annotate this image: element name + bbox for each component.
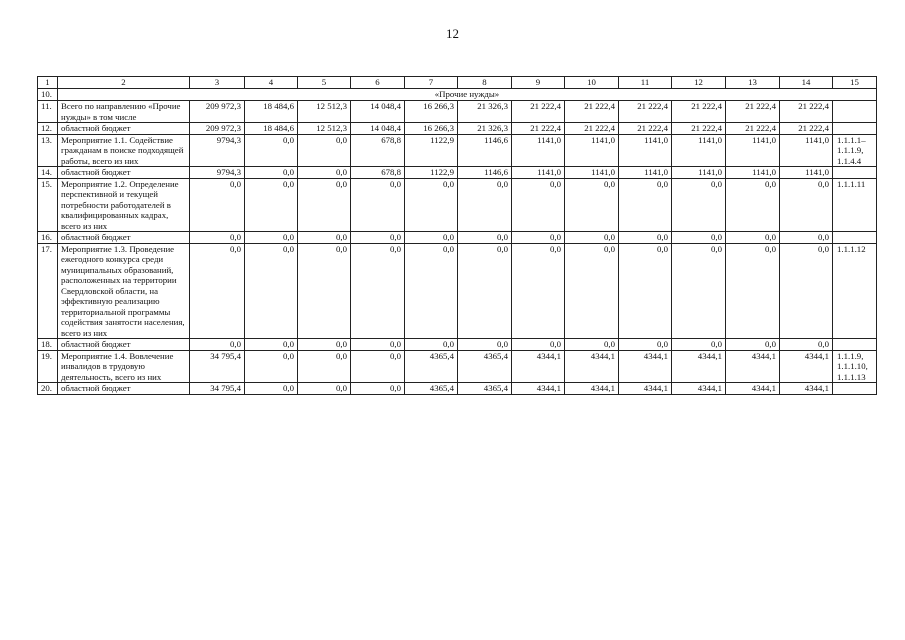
table-row xyxy=(38,167,877,179)
value-cell: 0,0 xyxy=(190,339,245,351)
value-cell: 12 512,3 xyxy=(298,123,351,135)
column-number-cell: 1 xyxy=(38,77,58,89)
value-cell: 0,0 xyxy=(405,243,458,339)
column-number-cell: 15 xyxy=(833,77,877,89)
value-cell: 21 222,4 xyxy=(726,123,780,135)
value-cell: 21 222,4 xyxy=(672,123,726,135)
value-cell: 0,0 xyxy=(245,134,298,167)
target-reference: 1.1.1.11 xyxy=(833,178,877,232)
column-number-cell: 8 xyxy=(458,77,512,89)
target-reference: 1.1.1.12 xyxy=(833,243,877,339)
value-cell: 21 222,4 xyxy=(512,123,565,135)
target-reference xyxy=(833,167,877,179)
value-cell: 0,0 xyxy=(190,178,245,232)
target-reference xyxy=(833,232,877,244)
value-cell: 4344,1 xyxy=(619,350,672,383)
value-cell: 1122,9 xyxy=(405,134,458,167)
value-cell: 21 222,4 xyxy=(565,123,619,135)
column-number-cell: 13 xyxy=(726,77,780,89)
value-cell: 0,0 xyxy=(298,339,351,351)
target-reference: 1.1.1.9, 1.1.1.10, 1.1.1.13 xyxy=(833,350,877,383)
value-cell: 1141,0 xyxy=(726,167,780,179)
value-cell: 12 512,3 xyxy=(298,101,351,123)
row-name: Мероприятие 1.4. Вовлечение инвалидов в трудовую деятельность, всего из них xyxy=(58,350,190,383)
value-cell: 1141,0 xyxy=(619,167,672,179)
row-number: 19. xyxy=(38,350,58,383)
column-number-cell: 2 xyxy=(58,77,190,89)
value-cell: 21 222,4 xyxy=(619,123,672,135)
value-cell: 1141,0 xyxy=(512,134,565,167)
value-cell: 0,0 xyxy=(298,232,351,244)
value-cell: 4344,1 xyxy=(780,383,833,395)
table-row xyxy=(38,243,877,339)
table-row xyxy=(38,101,877,123)
column-number-cell: 6 xyxy=(351,77,405,89)
value-cell: 678,8 xyxy=(351,167,405,179)
value-cell: 14 048,4 xyxy=(351,101,405,123)
value-cell: 0,0 xyxy=(672,339,726,351)
value-cell: 209 972,3 xyxy=(190,123,245,135)
value-cell: 0,0 xyxy=(405,339,458,351)
value-cell: 1141,0 xyxy=(726,134,780,167)
row-name: Всего по направлению «Прочие нужды» в том числе xyxy=(58,101,190,123)
table-row xyxy=(38,350,877,383)
column-number-row xyxy=(38,77,877,89)
value-cell: 21 222,4 xyxy=(565,101,619,123)
value-cell: 16 266,3 xyxy=(405,101,458,123)
target-reference xyxy=(833,383,877,395)
value-cell: 4365,4 xyxy=(405,383,458,395)
value-cell: 0,0 xyxy=(351,243,405,339)
value-cell: 9794,3 xyxy=(190,134,245,167)
table-row xyxy=(38,339,877,351)
value-cell: 0,0 xyxy=(405,232,458,244)
column-number-cell: 14 xyxy=(780,77,833,89)
row-number: 16. xyxy=(38,232,58,244)
value-cell: 14 048,4 xyxy=(351,123,405,135)
value-cell: 0,0 xyxy=(512,178,565,232)
value-cell: 0,0 xyxy=(619,232,672,244)
value-cell: 0,0 xyxy=(405,178,458,232)
value-cell: 0,0 xyxy=(298,134,351,167)
value-cell: 0,0 xyxy=(565,339,619,351)
value-cell: 1146,6 xyxy=(458,134,512,167)
value-cell: 0,0 xyxy=(351,178,405,232)
row-name: областной бюджет xyxy=(58,339,190,351)
value-cell: 1141,0 xyxy=(780,134,833,167)
value-cell: 0,0 xyxy=(458,232,512,244)
value-cell: 4365,4 xyxy=(405,350,458,383)
value-cell: 0,0 xyxy=(298,167,351,179)
value-cell: 0,0 xyxy=(245,232,298,244)
value-cell: 0,0 xyxy=(351,232,405,244)
value-cell: 0,0 xyxy=(298,350,351,383)
row-number: 17. xyxy=(38,243,58,339)
value-cell: 18 484,6 xyxy=(245,123,298,135)
value-cell: 1141,0 xyxy=(672,167,726,179)
row-name: областной бюджет xyxy=(58,167,190,179)
value-cell: 4344,1 xyxy=(726,350,780,383)
value-cell: 21 222,4 xyxy=(726,101,780,123)
row-name: Мероприятие 1.2. Определение перспективной и текущей потребности работодателей в квалифицированных кадрах, всего из них xyxy=(58,178,190,232)
value-cell: 0,0 xyxy=(298,383,351,395)
value-cell: 0,0 xyxy=(351,350,405,383)
column-number-cell: 3 xyxy=(190,77,245,89)
value-cell: 4344,1 xyxy=(726,383,780,395)
table-row xyxy=(38,232,877,244)
value-cell: 0,0 xyxy=(672,178,726,232)
value-cell: 4344,1 xyxy=(565,350,619,383)
value-cell: 0,0 xyxy=(780,232,833,244)
value-cell: 1141,0 xyxy=(565,134,619,167)
value-cell: 0,0 xyxy=(190,232,245,244)
row-number: 12. xyxy=(38,123,58,135)
row-number: 10. xyxy=(38,89,58,101)
value-cell: 9794,3 xyxy=(190,167,245,179)
column-number-cell: 12 xyxy=(672,77,726,89)
target-reference xyxy=(833,123,877,135)
value-cell: 0,0 xyxy=(512,243,565,339)
value-cell: 0,0 xyxy=(619,339,672,351)
value-cell: 21 326,3 xyxy=(458,123,512,135)
value-cell: 0,0 xyxy=(458,339,512,351)
column-number-cell: 7 xyxy=(405,77,458,89)
value-cell: 1141,0 xyxy=(672,134,726,167)
value-cell: 0,0 xyxy=(245,383,298,395)
column-number-cell: 5 xyxy=(298,77,351,89)
column-number-cell: 10 xyxy=(565,77,619,89)
target-reference xyxy=(833,339,877,351)
value-cell: 0,0 xyxy=(190,243,245,339)
value-cell: 4344,1 xyxy=(512,383,565,395)
target-reference xyxy=(833,101,877,123)
value-cell: 21 222,4 xyxy=(780,123,833,135)
row-name: областной бюджет xyxy=(58,232,190,244)
value-cell: 34 795,4 xyxy=(190,350,245,383)
value-cell: 4365,4 xyxy=(458,350,512,383)
value-cell: 0,0 xyxy=(619,178,672,232)
row-number: 14. xyxy=(38,167,58,179)
table-row xyxy=(38,383,877,395)
value-cell: 1141,0 xyxy=(512,167,565,179)
value-cell: 1122,9 xyxy=(405,167,458,179)
table-row xyxy=(38,178,877,232)
value-cell: 0,0 xyxy=(780,243,833,339)
value-cell: 0,0 xyxy=(726,339,780,351)
value-cell: 0,0 xyxy=(512,232,565,244)
target-reference: 1.1.1.1– 1.1.1.9, 1.1.4.4 xyxy=(833,134,877,167)
value-cell: 21 222,4 xyxy=(780,101,833,123)
value-cell: 21 222,4 xyxy=(619,101,672,123)
value-cell: 0,0 xyxy=(565,243,619,339)
row-number: 18. xyxy=(38,339,58,351)
row-name: Мероприятие 1.1. Содействие гражданам в поиске подходящей работы, всего из них xyxy=(58,134,190,167)
section-title: «Прочие нужды» xyxy=(58,89,877,101)
value-cell: 0,0 xyxy=(245,243,298,339)
value-cell: 0,0 xyxy=(245,350,298,383)
value-cell: 21 222,4 xyxy=(672,101,726,123)
column-number-cell: 9 xyxy=(512,77,565,89)
page-number: 12 xyxy=(446,26,459,41)
value-cell: 21 326,3 xyxy=(458,101,512,123)
column-number-cell: 11 xyxy=(619,77,672,89)
value-cell: 16 266,3 xyxy=(405,123,458,135)
value-cell: 0,0 xyxy=(565,178,619,232)
value-cell: 0,0 xyxy=(726,178,780,232)
value-cell: 4344,1 xyxy=(512,350,565,383)
value-cell: 34 795,4 xyxy=(190,383,245,395)
row-name: Мероприятие 1.3. Проведение ежегодного конкурса среди муниципальных образований, расположенных на территории Свердловской области, на эффективную реализацию территориальной программы содействия занятости населения, всего из них xyxy=(58,243,190,339)
value-cell: 0,0 xyxy=(458,178,512,232)
value-cell: 0,0 xyxy=(780,178,833,232)
value-cell: 1141,0 xyxy=(780,167,833,179)
value-cell: 4344,1 xyxy=(672,383,726,395)
row-number: 11. xyxy=(38,101,58,123)
value-cell: 0,0 xyxy=(351,383,405,395)
value-cell: 0,0 xyxy=(351,339,405,351)
table-row xyxy=(38,134,877,167)
row-name: областной бюджет xyxy=(58,123,190,135)
value-cell: 0,0 xyxy=(726,232,780,244)
value-cell: 1146,6 xyxy=(458,167,512,179)
value-cell: 0,0 xyxy=(726,243,780,339)
row-name: областной бюджет xyxy=(58,383,190,395)
value-cell: 0,0 xyxy=(512,339,565,351)
row-number: 13. xyxy=(38,134,58,167)
value-cell: 0,0 xyxy=(672,243,726,339)
value-cell: 0,0 xyxy=(245,178,298,232)
value-cell: 0,0 xyxy=(298,243,351,339)
section-row xyxy=(38,89,877,101)
value-cell: 0,0 xyxy=(245,167,298,179)
value-cell: 0,0 xyxy=(672,232,726,244)
value-cell: 0,0 xyxy=(780,339,833,351)
column-number-cell: 4 xyxy=(245,77,298,89)
value-cell: 209 972,3 xyxy=(190,101,245,123)
value-cell: 18 484,6 xyxy=(245,101,298,123)
value-cell: 0,0 xyxy=(565,232,619,244)
value-cell: 1141,0 xyxy=(619,134,672,167)
value-cell: 4344,1 xyxy=(565,383,619,395)
budget-table xyxy=(37,76,877,395)
value-cell: 678,8 xyxy=(351,134,405,167)
value-cell: 21 222,4 xyxy=(512,101,565,123)
row-number: 15. xyxy=(38,178,58,232)
value-cell: 4365,4 xyxy=(458,383,512,395)
value-cell: 4344,1 xyxy=(619,383,672,395)
value-cell: 4344,1 xyxy=(780,350,833,383)
value-cell: 0,0 xyxy=(458,243,512,339)
value-cell: 0,0 xyxy=(245,339,298,351)
value-cell: 0,0 xyxy=(298,178,351,232)
value-cell: 4344,1 xyxy=(672,350,726,383)
value-cell: 1141,0 xyxy=(565,167,619,179)
table-row xyxy=(38,123,877,135)
value-cell: 0,0 xyxy=(619,243,672,339)
row-number: 20. xyxy=(38,383,58,395)
